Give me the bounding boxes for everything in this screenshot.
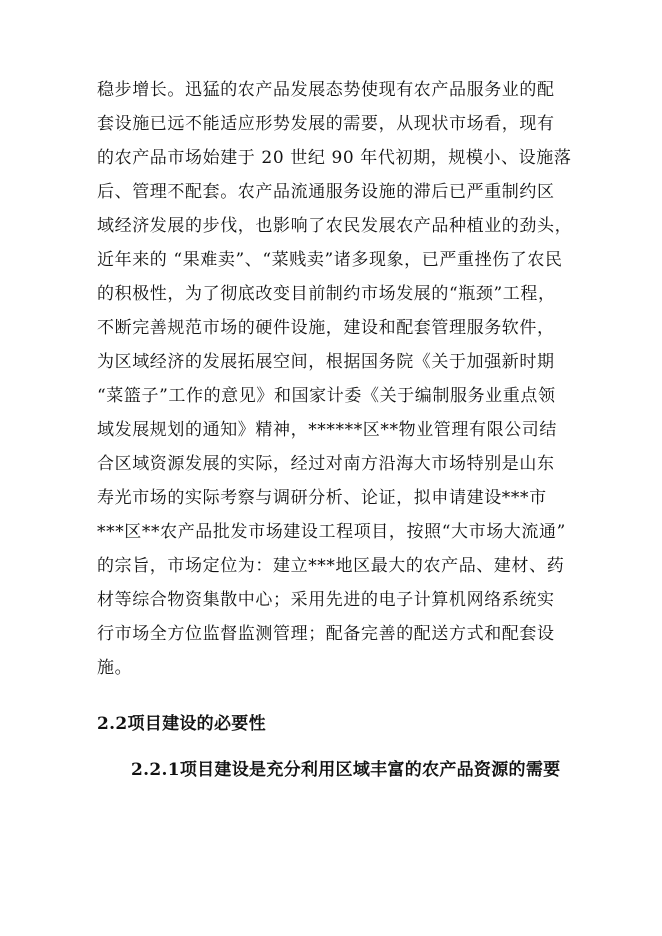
paragraph-line: 不断完善规范市场的硬件设施，建设和配套管理服务软件，: [97, 318, 555, 338]
paragraph-line: 后、管理不配套。农产品流通服务设施的滞后已严重制约区: [97, 182, 555, 202]
subsection-heading: 2.2.1项目建设是充分利用区域丰富的农产品资源的需要: [131, 760, 561, 780]
paragraph-line: 近年来的 “果难卖”、“菜贱卖”诸多现象，已严重挫伤了农民: [97, 250, 563, 270]
paragraph-line: 稳步增长。迅猛的农产品发展态势使现有农产品服务业的配: [97, 80, 555, 100]
paragraph-line: 材等综合物资集散中心；采用先进的电子计算机网络系统实: [97, 590, 555, 610]
paragraph-line: 套设施已远不能适应形势发展的需要，从现状市场看，现有: [97, 114, 555, 134]
paragraph-line: 寿光市场的实际考察与调研分析、论证，拟申请建设***市: [97, 488, 547, 508]
paragraph-line: 为区域经济的发展拓展空间，根据国务院《关于加强新时期: [97, 352, 555, 372]
paragraph-line: ***区**农产品批发市场建设工程项目，按照“大市场大流通”: [97, 522, 566, 542]
paragraph-line: 的宗旨，市场定位为：建立***地区最大的农产品、建材、药: [97, 556, 565, 576]
paragraph-line: 合区域资源发展的实际，经过对南方沿海大市场特别是山东: [97, 454, 555, 474]
paragraph-line: 域经济发展的步伐，也影响了农民发展农产品种植业的劲头，: [97, 216, 573, 236]
paragraph-line: 的农产品市场始建于 20 世纪 90 年代初期，规模小、设施落: [97, 148, 572, 168]
paragraph-line: 施。: [97, 658, 133, 678]
paragraph-line: “菜篮子”工作的意见》和国家计委《关于编制服务业重点领: [97, 386, 556, 406]
section-heading: 2.2项目建设的必要性: [97, 714, 266, 734]
paragraph-line: 域发展规划的通知》精神，******区**物业管理有限公司结: [97, 420, 557, 440]
paragraph-line: 行市场全方位监督监测管理；配备完善的配送方式和配套设: [97, 624, 555, 644]
paragraph-line: 的积极性，为了彻底改变目前制约市场发展的“瓶颈”工程，: [97, 284, 556, 304]
